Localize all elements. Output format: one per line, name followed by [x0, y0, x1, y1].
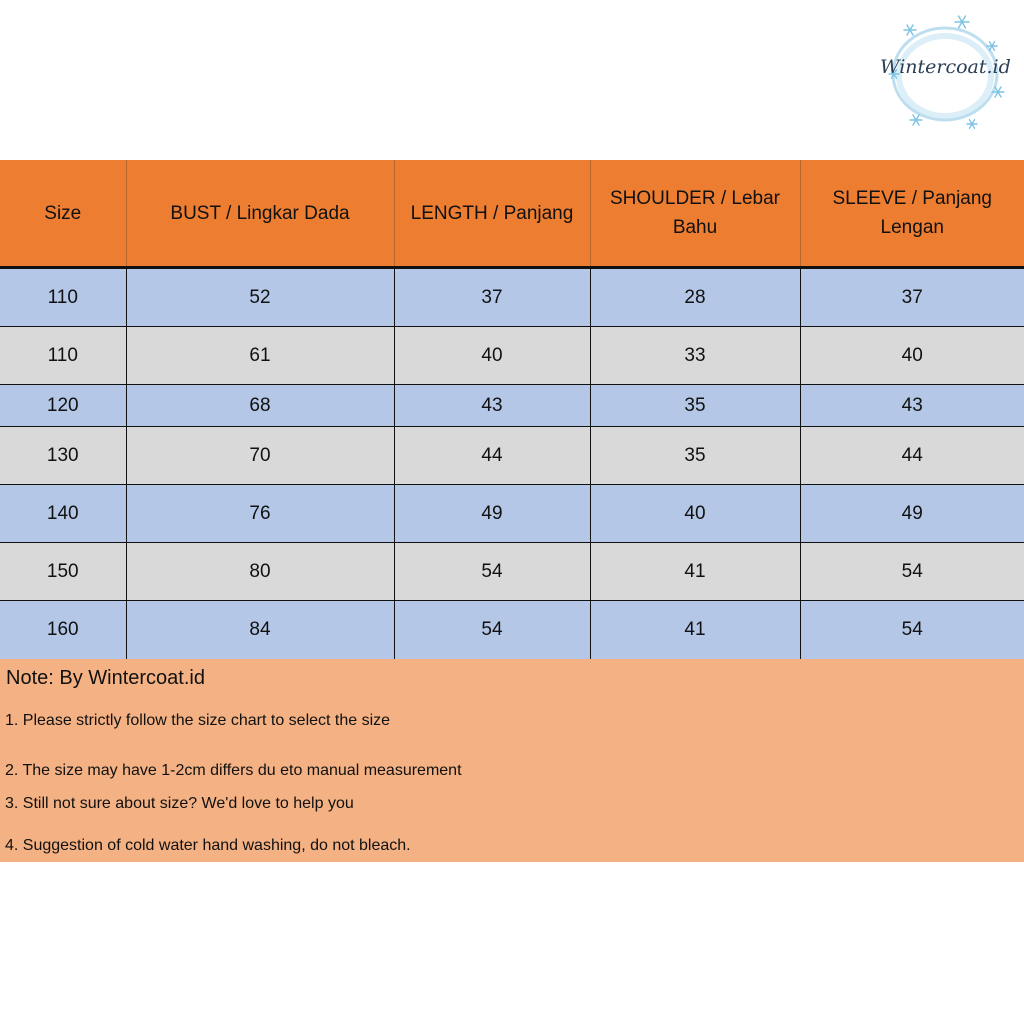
cell-bust: 70: [126, 427, 394, 485]
cell-bust: 80: [126, 543, 394, 601]
note-item: 1. Please strictly follow the size chart to select the size: [5, 712, 391, 729]
notes-panel: [0, 659, 1024, 862]
cell-sleeve: 54: [800, 601, 1024, 659]
cell-shoulder: 40: [590, 485, 800, 543]
header-shoulder: SHOULDER / Lebar Bahu: [590, 160, 800, 268]
cell-size: 130: [0, 427, 126, 485]
cell-bust: 84: [126, 601, 394, 659]
cell-bust: 52: [126, 268, 394, 327]
brand-logo: [880, 12, 1010, 137]
note-item: 4. Suggestion of cold water hand washing, do not bleach.: [5, 837, 411, 854]
cell-sleeve: 49: [800, 485, 1024, 543]
cell-bust: 68: [126, 385, 394, 427]
table-row: [0, 485, 1024, 543]
cell-length: 54: [394, 601, 590, 659]
table-row: [0, 543, 1024, 601]
cell-bust: 76: [126, 485, 394, 543]
cell-shoulder: 41: [590, 543, 800, 601]
cell-size: 110: [0, 268, 126, 327]
cell-sleeve: 43: [800, 385, 1024, 427]
cell-size: 160: [0, 601, 126, 659]
table-row: [0, 427, 1024, 485]
cell-size: 150: [0, 543, 126, 601]
brand-name: Wintercoat.id: [880, 56, 1011, 78]
notes-title: Note: By Wintercoat.id: [6, 667, 205, 689]
table-row: [0, 327, 1024, 385]
header-length: LENGTH / Panjang: [394, 160, 590, 268]
header-row: [0, 160, 1024, 268]
cell-size: 140: [0, 485, 126, 543]
header-sleeve: SLEEVE / Panjang Lengan: [800, 160, 1024, 268]
cell-length: 54: [394, 543, 590, 601]
cell-length: 40: [394, 327, 590, 385]
cell-size: 110: [0, 327, 126, 385]
cell-sleeve: 37: [800, 268, 1024, 327]
cell-length: 49: [394, 485, 590, 543]
cell-shoulder: 28: [590, 268, 800, 327]
cell-bust: 61: [126, 327, 394, 385]
cell-length: 37: [394, 268, 590, 327]
cell-sleeve: 40: [800, 327, 1024, 385]
cell-length: 43: [394, 385, 590, 427]
note-item: 2. The size may have 1-2cm differs du eto manual measurement: [5, 762, 462, 779]
header-bust: BUST / Lingkar Dada: [126, 160, 394, 268]
table-row: [0, 601, 1024, 659]
table-row: [0, 268, 1024, 327]
cell-shoulder: 35: [590, 385, 800, 427]
cell-shoulder: 33: [590, 327, 800, 385]
cell-length: 44: [394, 427, 590, 485]
table-row: [0, 385, 1024, 427]
cell-sleeve: 44: [800, 427, 1024, 485]
cell-shoulder: 35: [590, 427, 800, 485]
cell-shoulder: 41: [590, 601, 800, 659]
size-chart-table: [0, 160, 1024, 659]
cell-size: 120: [0, 385, 126, 427]
header-size: Size: [0, 160, 126, 268]
cell-sleeve: 54: [800, 543, 1024, 601]
note-item: 3. Still not sure about size? We'd love to help you: [5, 795, 354, 812]
